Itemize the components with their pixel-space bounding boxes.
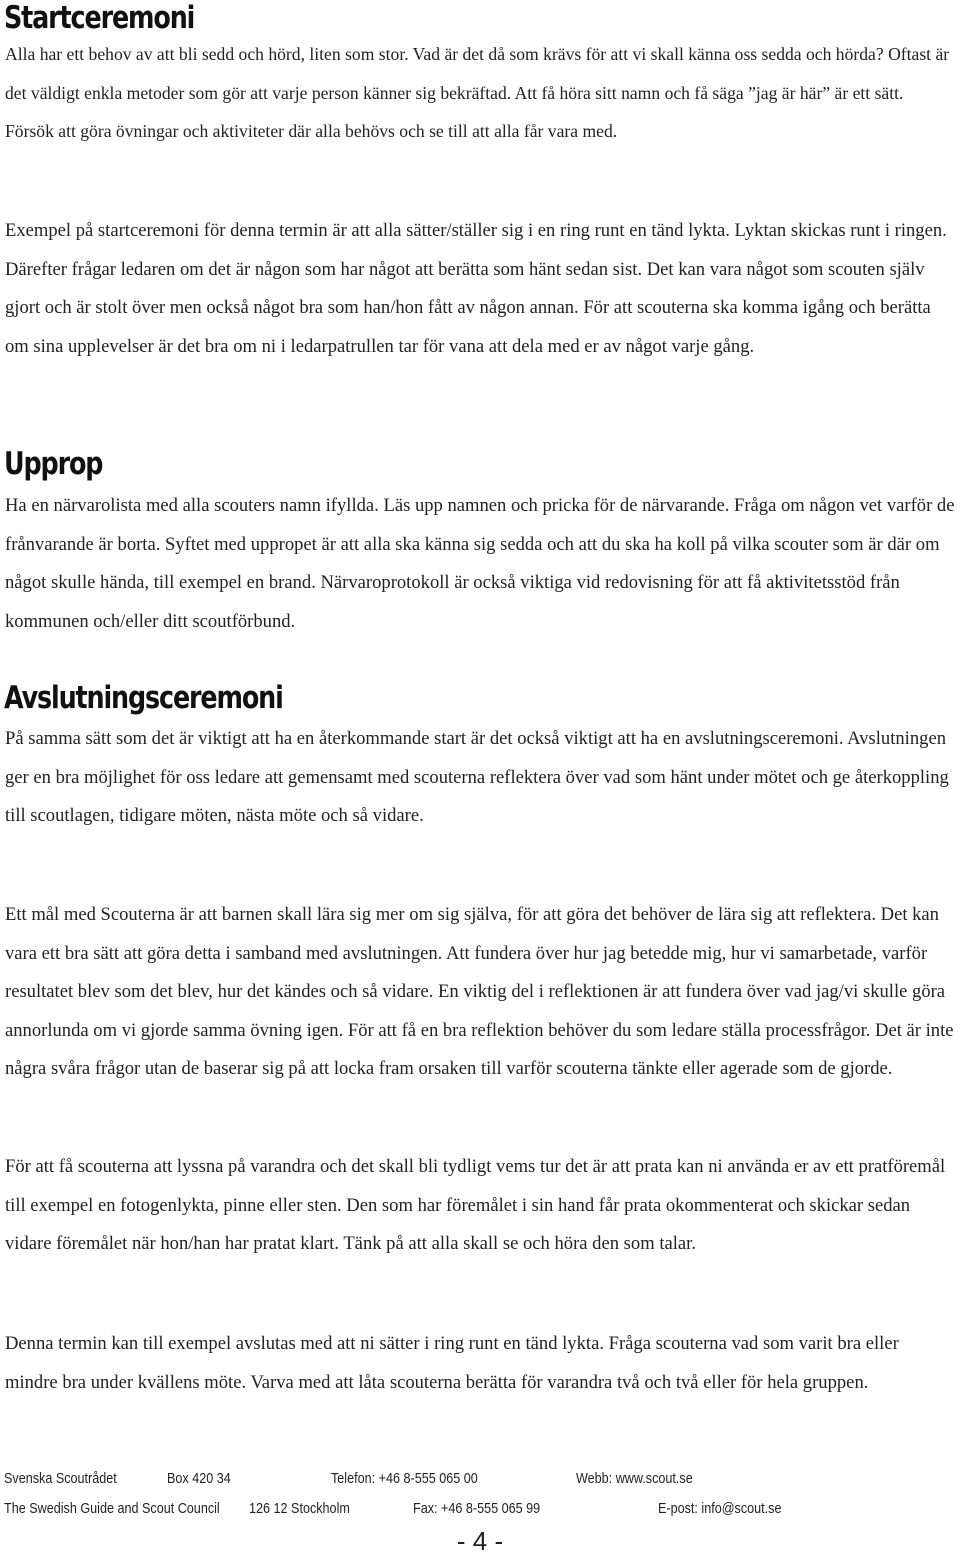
section-title-avslutningsceremoni: Avslutningsceremoni <box>4 680 283 716</box>
footer-postal: 126 12 Stockholm <box>249 1500 350 1517</box>
section-title-startceremoni: Startceremoni <box>4 0 195 36</box>
footer-org-swedish: Svenska Scoutrådet <box>4 1470 117 1487</box>
footer-row-address <box>4 1500 954 1522</box>
footer-fax: Fax: +46 8-555 065 99 <box>413 1500 541 1517</box>
avslutningsceremoni-paragraph-4: Denna termin kan till exempel avslutas med att ni sätter i ring runt en tänd lykta. Fråga scouterna vad som varit bra eller mindre bra under kvällens möte. Varva med att låta scouterna berätta för varandra två och två eller för hela gruppen. <box>5 1333 899 1393</box>
startceremoni-paragraph-1: Alla har ett behov av att bli sedd och hörd, liten som stor. Vad är det då som krävs för att vi skall känna oss sedda och hörda? Oftast är det väldigt enkla metoder som gör att varje person känner sig bekräftad. Att få höra sitt namn och få säga ”jag är här” är ett sätt. Försök att göra övningar och aktiviteter där alla behövs och se till att alla får vara med. <box>5 44 950 142</box>
startceremoni-paragraph-2: Exempel på startceremoni för denna termin är att alla sätter/ställer sig i en ring runt en tänd lykta. Lyktan skickas runt i ringen. Därefter frågar ledaren om det är någon som har något att berätta som hänt sedan sist. Det kan vara något som scouten själv gjort och är stolt över men också något bra som han/hon fått av någon annan. För att scouterna ska komma igång och berätta om sina upplevelser är det bra om ni i ledarpatrullen tar för vana att dela med er av något varje gång. <box>5 220 947 357</box>
footer-phone: Telefon: +46 8-555 065 00 <box>331 1470 478 1487</box>
footer-web: Webb: www.scout.se <box>576 1470 693 1487</box>
avslutningsceremoni-paragraph-1: På samma sätt som det är viktigt att ha en återkommande start är det också viktigt att ha en avslutningsceremoni. Avslutningen ger en bra möjlighet för oss ledare att gemensamt med scouterna reflektera över vad som hänt under mötet och ge återkoppling till scoutlagen, tidigare möten, nästa möte och så vidare. <box>5 728 949 827</box>
footer-box: Box 420 34 <box>167 1470 231 1487</box>
footer-org-english: The Swedish Guide and Scout Council <box>4 1500 220 1517</box>
footer-row-contact <box>4 1470 954 1492</box>
upprop-paragraph-1: Ha en närvarolista med alla scouters namn ifyllda. Läs upp namnen och pricka för de närvarande. Fråga om någon vet varför de frånvarande är borta. Syftet med uppropet är att alla ska känna sig sedda och att du ska ha koll på vilka scouter som är där om något skulle hända, till exempel en brand. Närvaroprotokoll är också viktiga vid redovisning för att få aktivitetsstöd från kommunen och/eller ditt scoutförbund. <box>5 495 955 632</box>
section-title-upprop: Upprop <box>4 446 103 482</box>
avslutningsceremoni-paragraph-2: Ett mål med Scouterna är att barnen skall lära sig mer om sig själva, för att göra det behöver de lära sig att reflektera. Det kan vara ett bra sätt att göra detta i samband med avslutningen. Att fundera över hur jag betedde mig, hur vi samarbetade, varför resultatet blev som det blev, hur det kändes och så vidare. En viktig del i reflektionen är att fundera över vad jag/vi skulle göra annorlunda om vi gjorde samma övning igen. För att få en bra reflektion behöver du som ledare ställa processfrågor. Det är inte några svåra frågor utan de baserar sig på att locka fram orsaken till varför scouterna tänkte eller agerade som de gjorde. <box>5 904 954 1080</box>
page-number: - 4 - <box>456 1526 504 1556</box>
avslutningsceremoni-paragraph-3: För att få scouterna att lyssna på varandra och det skall bli tydligt vems tur det är att prata kan ni använda er av ett pratföremål till exempel en fotogenlykta, pinne eller sten. Den som har föremålet i sin hand får prata okommenterat och skickar sedan vidare föremålet när hon/han har pratat klart. Tänk på att alla skall se och höra den som talar. <box>5 1156 946 1255</box>
footer-email: E-post: info@scout.se <box>658 1500 782 1517</box>
